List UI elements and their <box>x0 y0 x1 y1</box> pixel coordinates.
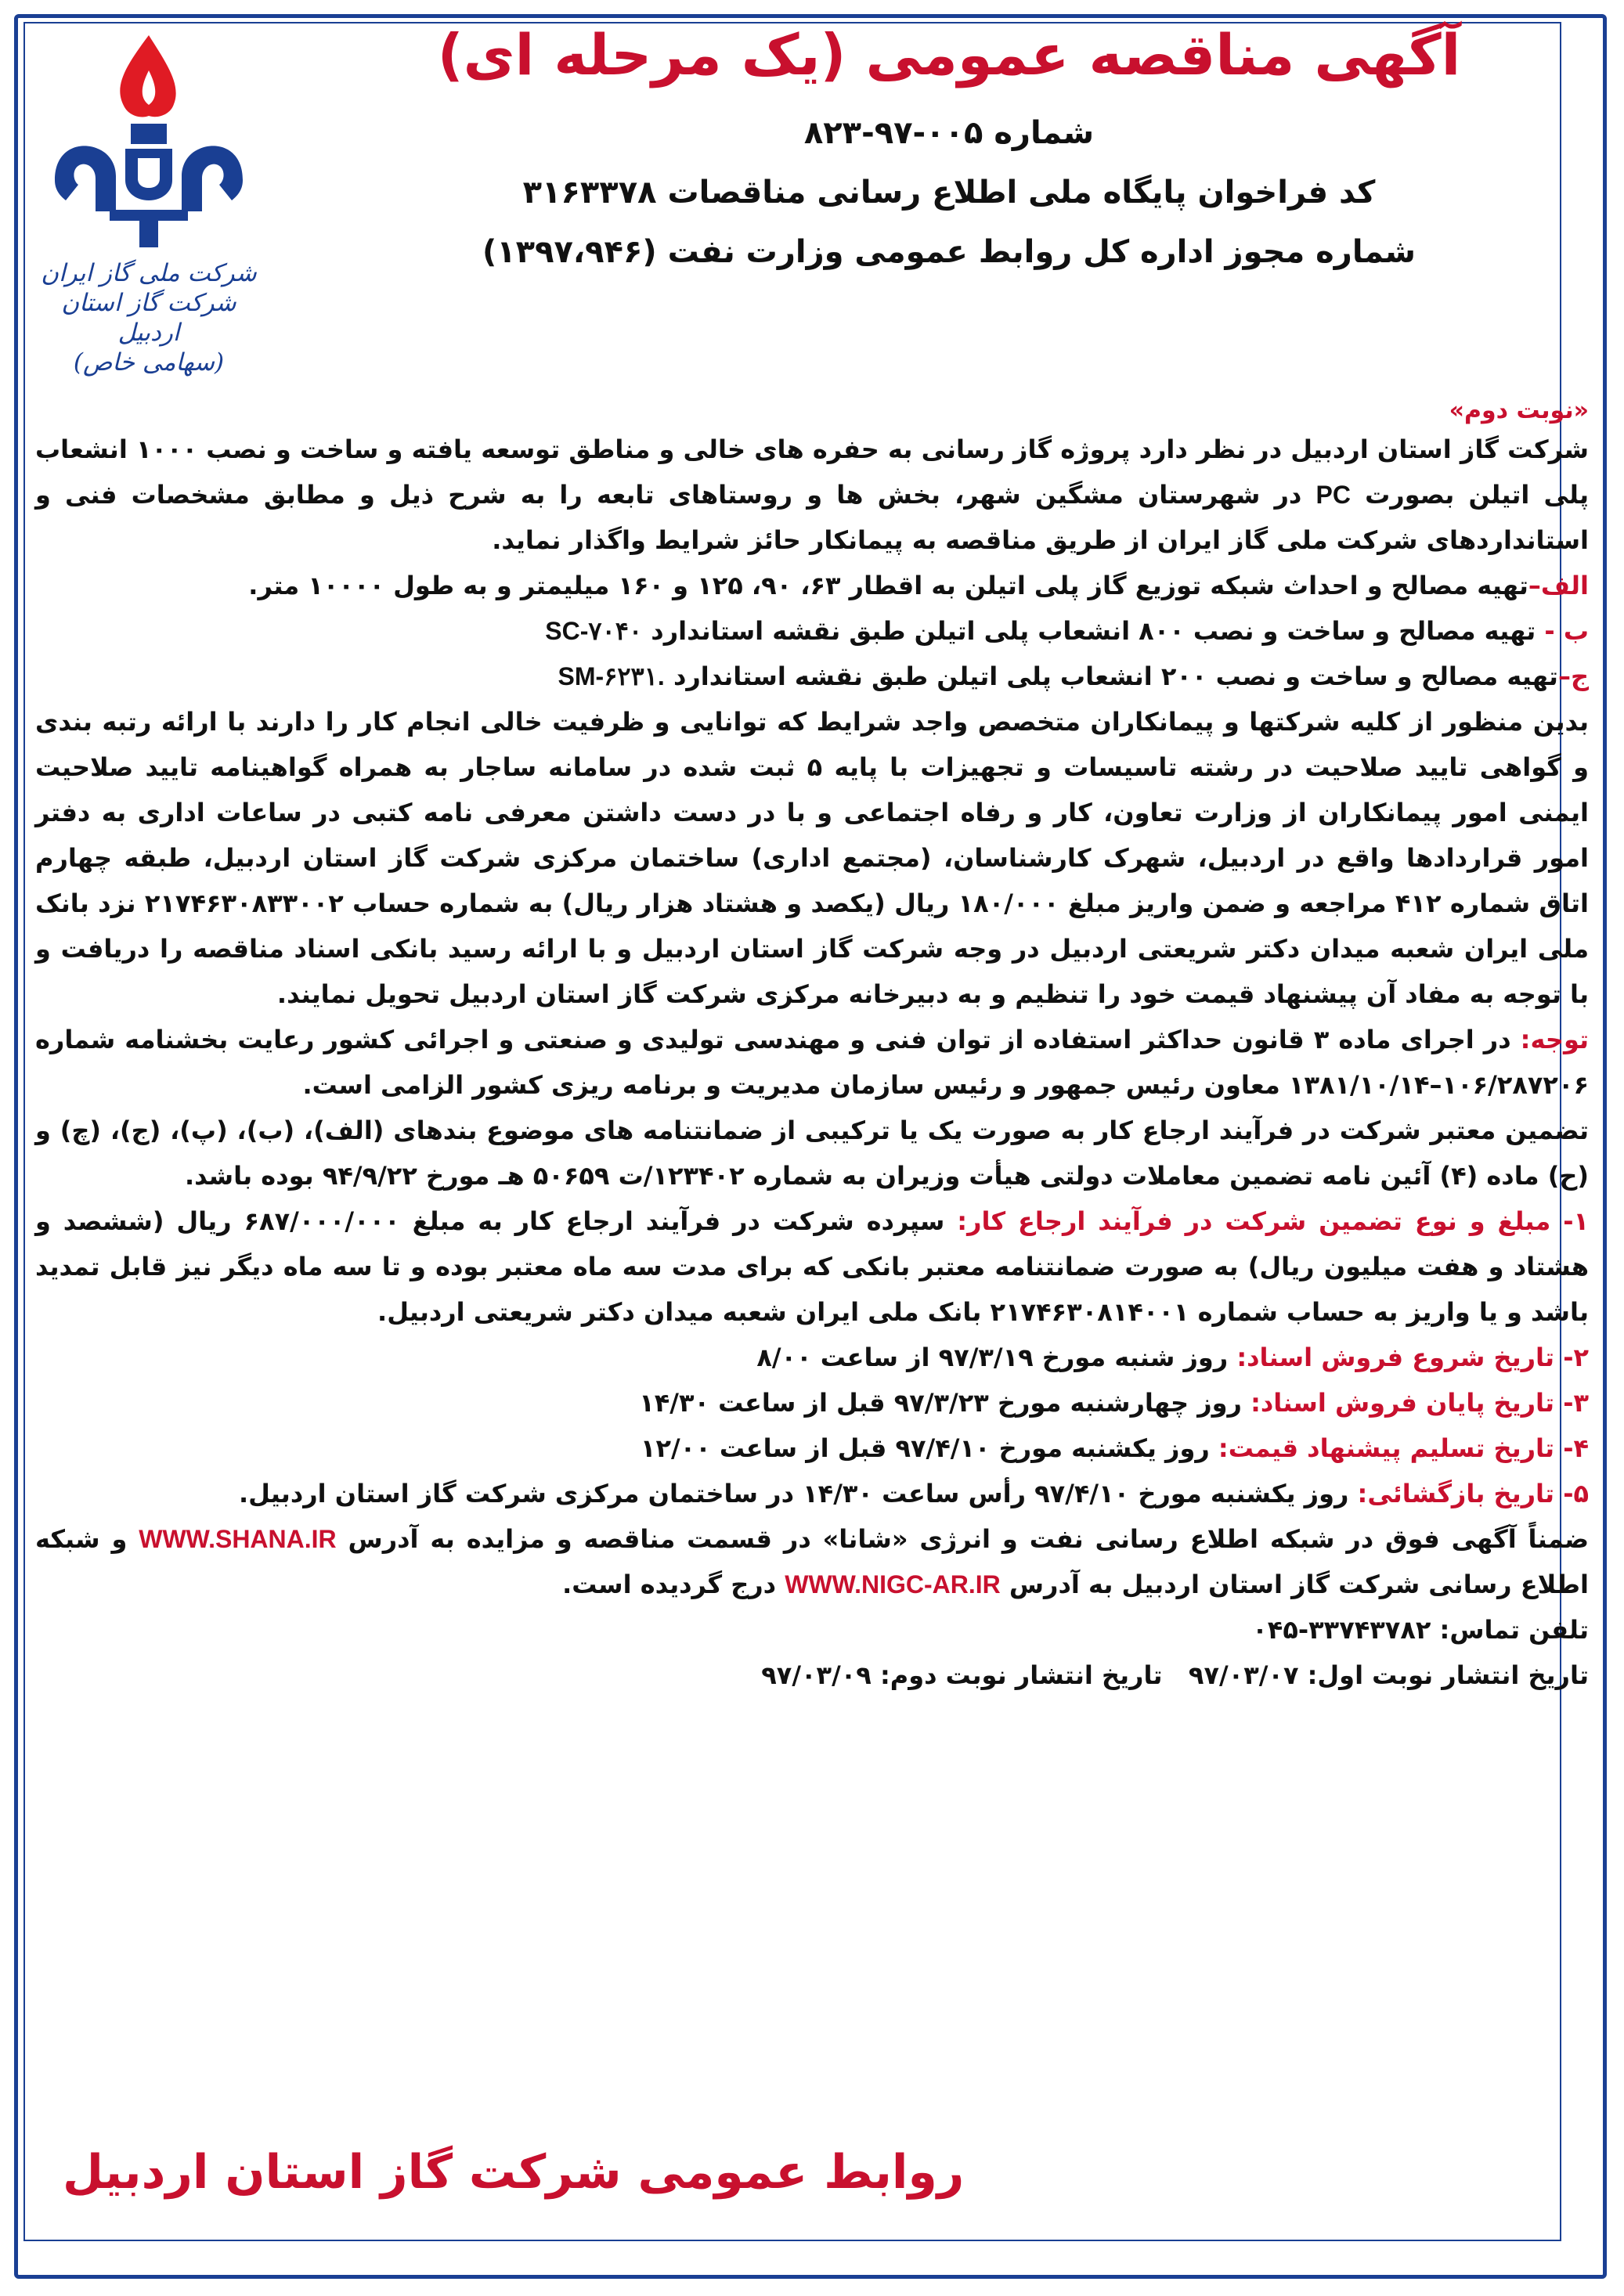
web-paragraph <box>35 1516 1589 1607</box>
tender-number: شماره ۰۰۵-۹۷-۸۲۳ <box>803 115 1095 151</box>
item-5-text: روز یکشنبه مورخ ۹۷/۴/۱۰ رأس ساعت ۱۴/۳۰ در ساختمان مرکزی شرکت گاز استان اردبیل. <box>239 1479 1349 1508</box>
item-be-label: ب - <box>1536 616 1589 646</box>
note-text: در اجرای ماده ۳ قانون حداکثر استفاده از توان فنی و مهندسی تولیدی و صنعتی و اجرائی کشور رعایت بخشنامه شماره ۱۰۶/۲۸۷۲۰۶–۱۳۸۱/۱۰/۱۴ معاون رئیس جمهور و رئیس سازمان مدیریت و برنامه ریزی کشور الزامی است. <box>35 1025 1589 1100</box>
item-1 <box>35 1198 1589 1335</box>
round-label: «نوبت دوم» <box>1449 397 1589 424</box>
item-3 <box>35 1380 1589 1426</box>
guarantee-paragraph: تضمین معتبر شرکت در فرآیند ارجاع کار به صورت یک یا ترکیبی از ضمانتنامه های موضوع بندهای (الف)، (ب)، (پ)، (ج)، (چ) و (ح) ماده (۴) آئین نامه تضمین معاملات دولتی هیأت وزیران به شماره ۱۲۳۴۰۲/ت ۵۰۶۵۹ هـ مورخ ۹۴/۹/۲۲ بوده باشد. <box>35 1116 1589 1191</box>
web-text-a: ضمناً آگهی فوق در شبکه اطلاع رسانی نفت و انرژی «شانا» در قسمت مناقصه و مزایده به آدرس <box>336 1524 1590 1554</box>
notice-header <box>298 16 1601 272</box>
shana-link[interactable]: WWW.SHANA.IR <box>139 1525 337 1553</box>
pub1-date: ۹۷/۰۳/۰۷ <box>1188 1660 1299 1690</box>
item-5-label: ۵- تاریخ بازگشائی: <box>1348 1479 1589 1508</box>
phone-number: ۳۳۷۴۳۷۸۲-۰۴۵ <box>1252 1615 1431 1645</box>
notice-body <box>35 395 1589 1698</box>
logo-caption-2: شرکت گاز استان اردبیل <box>61 289 236 347</box>
intro-text-b: در شهرستان مشگین شهر، بخش ها و روستاهای تابعه را به شرح ذیل و مطابق مشخصات فنی و استانداردهای شرکت ملی گاز ایران از طریق مناقصه به پیمانکار حائز شرایط واگذار نماید. <box>35 480 1589 555</box>
phone-label: تلفن تماس: <box>1431 1615 1589 1645</box>
item-3-label: ۳- تاریخ پایان فروش اسناد: <box>1241 1388 1589 1418</box>
item-1-text: سپرده شرکت در فرآیند ارجاع کار به مبلغ ۶۸۷/۰۰۰/۰۰۰ ریال (ششصد و هشتاد و هفت میلیون ریال) به صورت ضمانتنامه معتبر بانکی که برای مدت سه ماه معتبر بوده و تا سه ماه دیگر نیز قابل تمدید باشد و یا واریز به حساب شماره ۲۱۷۴۶۳۰۸۱۴۰۰۱ بانک ملی ایران شعبه میدان دکتر شریعتی اردبیل. <box>35 1206 1589 1327</box>
item-be-text: تهیه مصالح و ساخت و نصب ۸۰۰ انشعاب پلی اتیلن طبق نقشه استاندارد <box>642 616 1536 646</box>
body-paragraph: بدین منظور از کلیه شرکتها و پیمانکاران متخصص واجد شرایط که توانایی و ظرفیت خالی انجام کار را دارند با ارائه رتبه بندی و گواهی تایید صلاحیت در رشته تاسیسات و تجهیزات با پایه ۵ ثبت شده در سامانه ساجار به همراه گواهینامه تایید صلاحیت ایمنی امور پیمانکاران از وزارت تعاون، کار و رفاه اجتماعی و با در دست داشتن معرفی نامه کتبی در ساعات اداری به دفتر امور قراردادها واقع در اردبیل، شهرک کارشناسان، (مجتمع اداری) ساختمان مرکزی شرکت گاز استان اردبیل، طبقه چهارم اتاق شماره ۴۱۲ مراجعه و ضمن واریز مبلغ ۱۸۰/۰۰۰ ریال (یکصد و هشتاد هزار ریال) به شماره حساب ۲۱۷۴۶۳۰۸۳۳۰۰۲ نزد بانک ملی ایران شعبه میدان دکتر شریعتی اردبیل در وجه شرکت گاز استان اردبیل و با ارائه رسید بانکی اسناد مناقصه را دریافت و با توجه به مفاد آن پیشنهاد قیمت خود را تنظیم و به دبیرخانه مرکزی شرکت گاز استان اردبیل تحویل نمایند. <box>35 707 1590 1009</box>
item-2-text: روز شنبه مورخ ۹۷/۳/۱۹ از ساعت ۸/۰۰ <box>756 1343 1229 1372</box>
item-alef-label: الف– <box>1528 571 1589 600</box>
nigc-link[interactable]: WWW.NIGC-AR.IR <box>785 1570 1001 1599</box>
tender-code: کد فراخوان پایگاه ملی اطلاع رسانی مناقصات ۳۱۶۳۳۷۸ <box>522 175 1376 211</box>
item-3-text: روز چهارشنبه مورخ ۹۷/۳/۲۳ قبل از ساعت ۱۴/۳۰ <box>639 1388 1242 1418</box>
phone-line <box>35 1607 1589 1653</box>
item-jim <box>35 654 1589 699</box>
pub2-label: تاریخ انتشار نوبت دوم: <box>871 1660 1163 1690</box>
item-2-label: ۲- تاریخ شروع فروش اسناد: <box>1228 1343 1589 1372</box>
web-text-b: و شبکه اطلاع رسانی شرکت گاز استان اردبیل به آدرس <box>35 1524 1589 1599</box>
permit-number: شماره مجوز اداره کل روابط عمومی وزارت نفت (۱۳۹۷،۹۴۶) <box>482 234 1416 270</box>
item-4 <box>35 1426 1589 1471</box>
signature: روابط عمومی شرکت گاز استان اردبیل <box>63 2145 965 2200</box>
page-title: آگهی مناقصه عمومی (یک مرحله ای) <box>437 22 1461 88</box>
item-jim-text: تهیه مصالح و ساخت و نصب ۲۰۰ انشعاب پلی اتیلن طبق نقشه استاندارد <box>664 661 1558 691</box>
logo-caption-3: (سهامی خاص) <box>73 348 225 377</box>
item-4-label: ۴- تاریخ تسلیم پیشنهاد قیمت: <box>1209 1433 1589 1463</box>
item-4-text: روز یکشنبه مورخ ۹۷/۴/۱۰ قبل از ساعت ۱۲/۰۰ <box>640 1433 1210 1463</box>
national-iranian-gas-company-flame-icon <box>31 23 266 258</box>
item-jim-code: SM-۶۲۳۱. <box>558 662 665 690</box>
item-jim-label: ج– <box>1557 661 1589 691</box>
intro-pc: PC <box>1315 481 1351 509</box>
item-5 <box>35 1471 1589 1516</box>
pub2-date: ۹۷/۰۳/۰۹ <box>761 1660 872 1690</box>
publication-dates <box>35 1653 1589 1698</box>
item-be <box>35 608 1589 654</box>
web-text-c: درج گردیده است. <box>562 1570 785 1599</box>
note-paragraph <box>35 1017 1589 1108</box>
intro-text-a: شرکت گاز استان اردبیل در نظر دارد پروژه گاز رسانی به حفره های خالی و مناطق توسعه یافته و ساخت و نصب ۱۰۰۰ انشعاب پلی اتیلن بصورت <box>35 434 1590 510</box>
intro-paragraph <box>35 427 1589 563</box>
note-label: توجه: <box>1510 1025 1590 1054</box>
pub1-label: تاریخ انتشار نوبت اول: <box>1298 1660 1589 1690</box>
item-be-code: SC-۷۰۴۰ <box>545 617 643 645</box>
item-1-label: ۱- مبلغ و نوع تضمین شرکت در فرآیند ارجاع کار: <box>944 1206 1590 1236</box>
item-alef <box>35 563 1589 608</box>
item-alef-text: تهیه مصالح و احداث شبکه توزیع گاز پلی اتیلن به اقطار ۶۳، ۹۰، ۱۲۵ و ۱۶۰ میلیمتر و به طول ۱۰۰۰۰ متر. <box>248 571 1528 600</box>
item-2 <box>35 1335 1589 1380</box>
logo-caption-1: شرکت ملی گاز ایران <box>41 259 257 287</box>
company-logo <box>31 23 266 377</box>
